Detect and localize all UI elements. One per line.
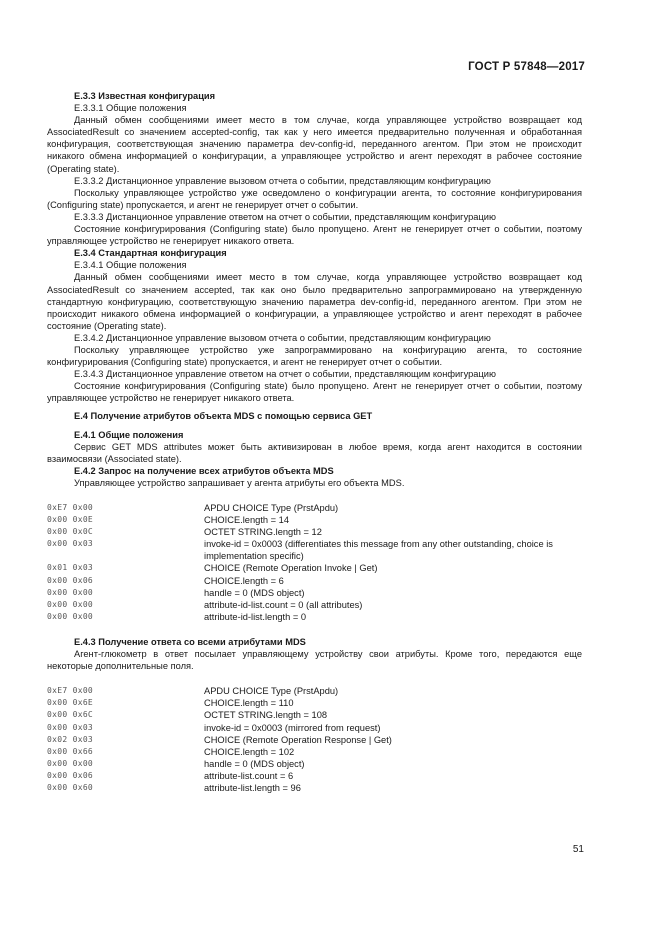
field-description: attribute-id-list.length = 0: [204, 611, 307, 622]
field-description: invoke-id = 0x0003 (mirrored from request): [204, 722, 381, 733]
paragraph-e41: Сервис GET MDS attributes может быть активизирован в любое время, когда агент находится в состоянии взаимосвязи (Associated state).: [47, 441, 582, 464]
hex-bytes: 0x00 0x03: [47, 539, 94, 549]
section-title-e4: E.4 Получение атрибутов объекта MDS с помощью сервиса GET: [74, 411, 373, 422]
table-row: [47, 562, 582, 574]
field-description: CHOICE.length = 110: [204, 698, 294, 709]
request-apdu-table: [47, 502, 582, 623]
hex-bytes: 0xE7 0x00: [47, 503, 94, 512]
field-description: CHOICE.length = 14: [204, 515, 290, 526]
subsection-title-e342: E.3.4.2 Дистанционное управление вызовом отчета о событии, представляющим конфигурацию: [74, 332, 491, 343]
hex-bytes: 0x00 0x06: [47, 575, 94, 585]
hex-bytes: 0x01 0x03: [47, 563, 94, 573]
table-row: [47, 575, 582, 587]
paragraph-e342: Поскольку управляющее устройство уже запрограммировано на конфигурацию агента, то состояние конфигурирования (Configuring state) пропускается, и агент не генерирует отчет о событии.: [47, 344, 582, 368]
table-row: [47, 538, 582, 562]
subsection-title-e43: E.4.3 Получение ответа со всеми атрибутами MDS: [74, 636, 306, 647]
hex-bytes: 0xE7 0x00: [47, 686, 94, 696]
table-row: [47, 611, 582, 623]
subsection-title-e41: E.4.1 Общие положения: [74, 429, 184, 440]
paragraph-e43: Агент-глюкометр в ответ посылает управляющему устройству свои атрибуты. Кроме того, передаются еще некоторые дополнительные поля.: [47, 649, 582, 672]
paragraph-e341: Данный обмен сообщениями имеет место в том случае, когда управляющее устройство возвращает код AssociatedResult со значением accepted, так как оно было предварительно запрограммировано на утвержденную стандартную конфигурацию, соответствующую значению параметра dev-config-id, переданного агентом. При этом не происходит никакого обмена информацией о конфигурации, а управляющее устройство и агент переходят в рабочее состояние (Operating state).: [47, 272, 582, 331]
field-description: attribute-list.length = 96: [204, 782, 301, 793]
hex-bytes: 0x00 0x00: [47, 587, 94, 597]
section-title-e33: E.3.3 Известная конфигурация: [74, 91, 216, 101]
paragraph-e332: Поскольку управляющее устройство уже осведомлено о конфигурации агента, то состояние конфигурирования (Configuring state) пропускается, и агент не генерирует отчет о событии.: [47, 187, 582, 210]
hex-bytes: 0x02 0x03: [47, 734, 94, 744]
field-description: handle = 0 (MDS object): [204, 758, 305, 769]
field-description: CHOICE (Remote Operation Invoke | Get): [204, 563, 378, 574]
table-row: [47, 526, 582, 538]
table-row: [47, 697, 582, 709]
subsection-title-e343: E.3.4.3 Дистанционное управление ответом на отчет о событии, представляющим конфигурацию: [74, 369, 496, 380]
hex-bytes: 0x00 0x66: [47, 746, 94, 756]
section-title-e34: E.3.4 Стандартная конфигурация: [74, 248, 227, 259]
table-row: [47, 770, 582, 782]
hex-bytes: 0x00 0x60: [47, 782, 94, 792]
field-description: APDU CHOICE Type (PrstApdu): [204, 686, 339, 697]
paragraph-e333: Состояние конфигурирования (Configuring state) было пропущено. Агент не генерирует отчет о событии, поэтому управляющее устройство не генерирует никакого ответа.: [47, 224, 582, 247]
table-row: [47, 758, 582, 770]
hex-bytes: 0x00 0x00: [47, 758, 94, 768]
paragraph-e343: Состояние конфигурирования (Configuring state) было пропущено. Агент не генерирует отчет о событии, поэтому управляющее устройство не генерирует никакого ответа.: [47, 381, 582, 404]
table-row: [47, 722, 582, 734]
hex-bytes: 0x00 0x00: [47, 599, 94, 609]
field-description: attribute-id-list.count = 0 (all attributes): [204, 599, 363, 610]
field-description: CHOICE (Remote Operation Response | Get): [204, 734, 392, 745]
field-description: handle = 0 (MDS object): [204, 587, 305, 598]
hex-bytes: 0x00 0x06: [47, 770, 94, 780]
subsection-title-e341: E.3.4.1 Общие положения: [74, 260, 187, 271]
table-row: [47, 734, 582, 746]
field-description: CHOICE.length = 102: [204, 746, 295, 757]
field-description: OCTET STRING.length = 108: [204, 710, 328, 721]
response-apdu-table: [47, 685, 582, 794]
subsection-title-e42: E.4.2 Запрос на получение всех атрибутов объекта MDS: [74, 465, 334, 476]
document-header: ГОСТ Р 57848—2017: [468, 61, 585, 73]
table-row: [47, 587, 582, 599]
field-description: CHOICE.length = 6: [204, 575, 284, 586]
table-row: [47, 746, 582, 758]
field-description: OCTET STRING.length = 12: [204, 527, 322, 538]
hex-bytes: 0x00 0x6E: [47, 698, 94, 708]
table-row: [47, 514, 582, 526]
field-description: APDU CHOICE Type (PrstApdu): [204, 503, 339, 513]
paragraph-e331: Данный обмен сообщениями имеет место в том случае, когда управляющее устройство возвращает код AssociatedResult со значением accepted-config, так как у него имеется предварительно полученная и обработанная конфигурация, соответствующая значению параметра dev-config-id, переданного агентом. При этом не происходит никакого обмена информацией о конфигурации, а управляющее устройство и агент переходят в рабочее состояние (Operating state).: [47, 115, 582, 174]
table-row: [47, 709, 582, 721]
table-row: [47, 502, 582, 514]
hex-bytes: 0x00 0x0C: [47, 527, 94, 537]
page-number: 51: [572, 844, 584, 855]
hex-bytes: 0x00 0x0E: [47, 515, 94, 525]
paragraph-e42: Управляющее устройство запрашивает у агента атрибуты его объекта MDS.: [74, 477, 405, 488]
hex-bytes: 0x00 0x03: [47, 722, 94, 732]
table-row: [47, 599, 582, 611]
table-row: [47, 685, 582, 697]
hex-bytes: 0x00 0x6C: [47, 710, 94, 720]
page-content: [47, 90, 582, 794]
subsection-title-e332: E.3.3.2 Дистанционное управление вызовом отчета о событии, представляющим конфигурацию: [74, 175, 491, 186]
field-description: attribute-list.count = 6: [204, 770, 294, 781]
hex-bytes: 0x00 0x00: [47, 611, 94, 621]
field-description: invoke-id = 0x0003 (differentiates this message from any other outstanding, choice is implementation specific): [204, 539, 553, 562]
subsection-title-e333: E.3.3.3 Дистанционное управление ответом на отчет о событии, представляющим конфигурацию: [74, 211, 496, 222]
table-row: [47, 782, 582, 794]
subsection-title-e331: E.3.3.1 Общие положения: [74, 103, 187, 114]
